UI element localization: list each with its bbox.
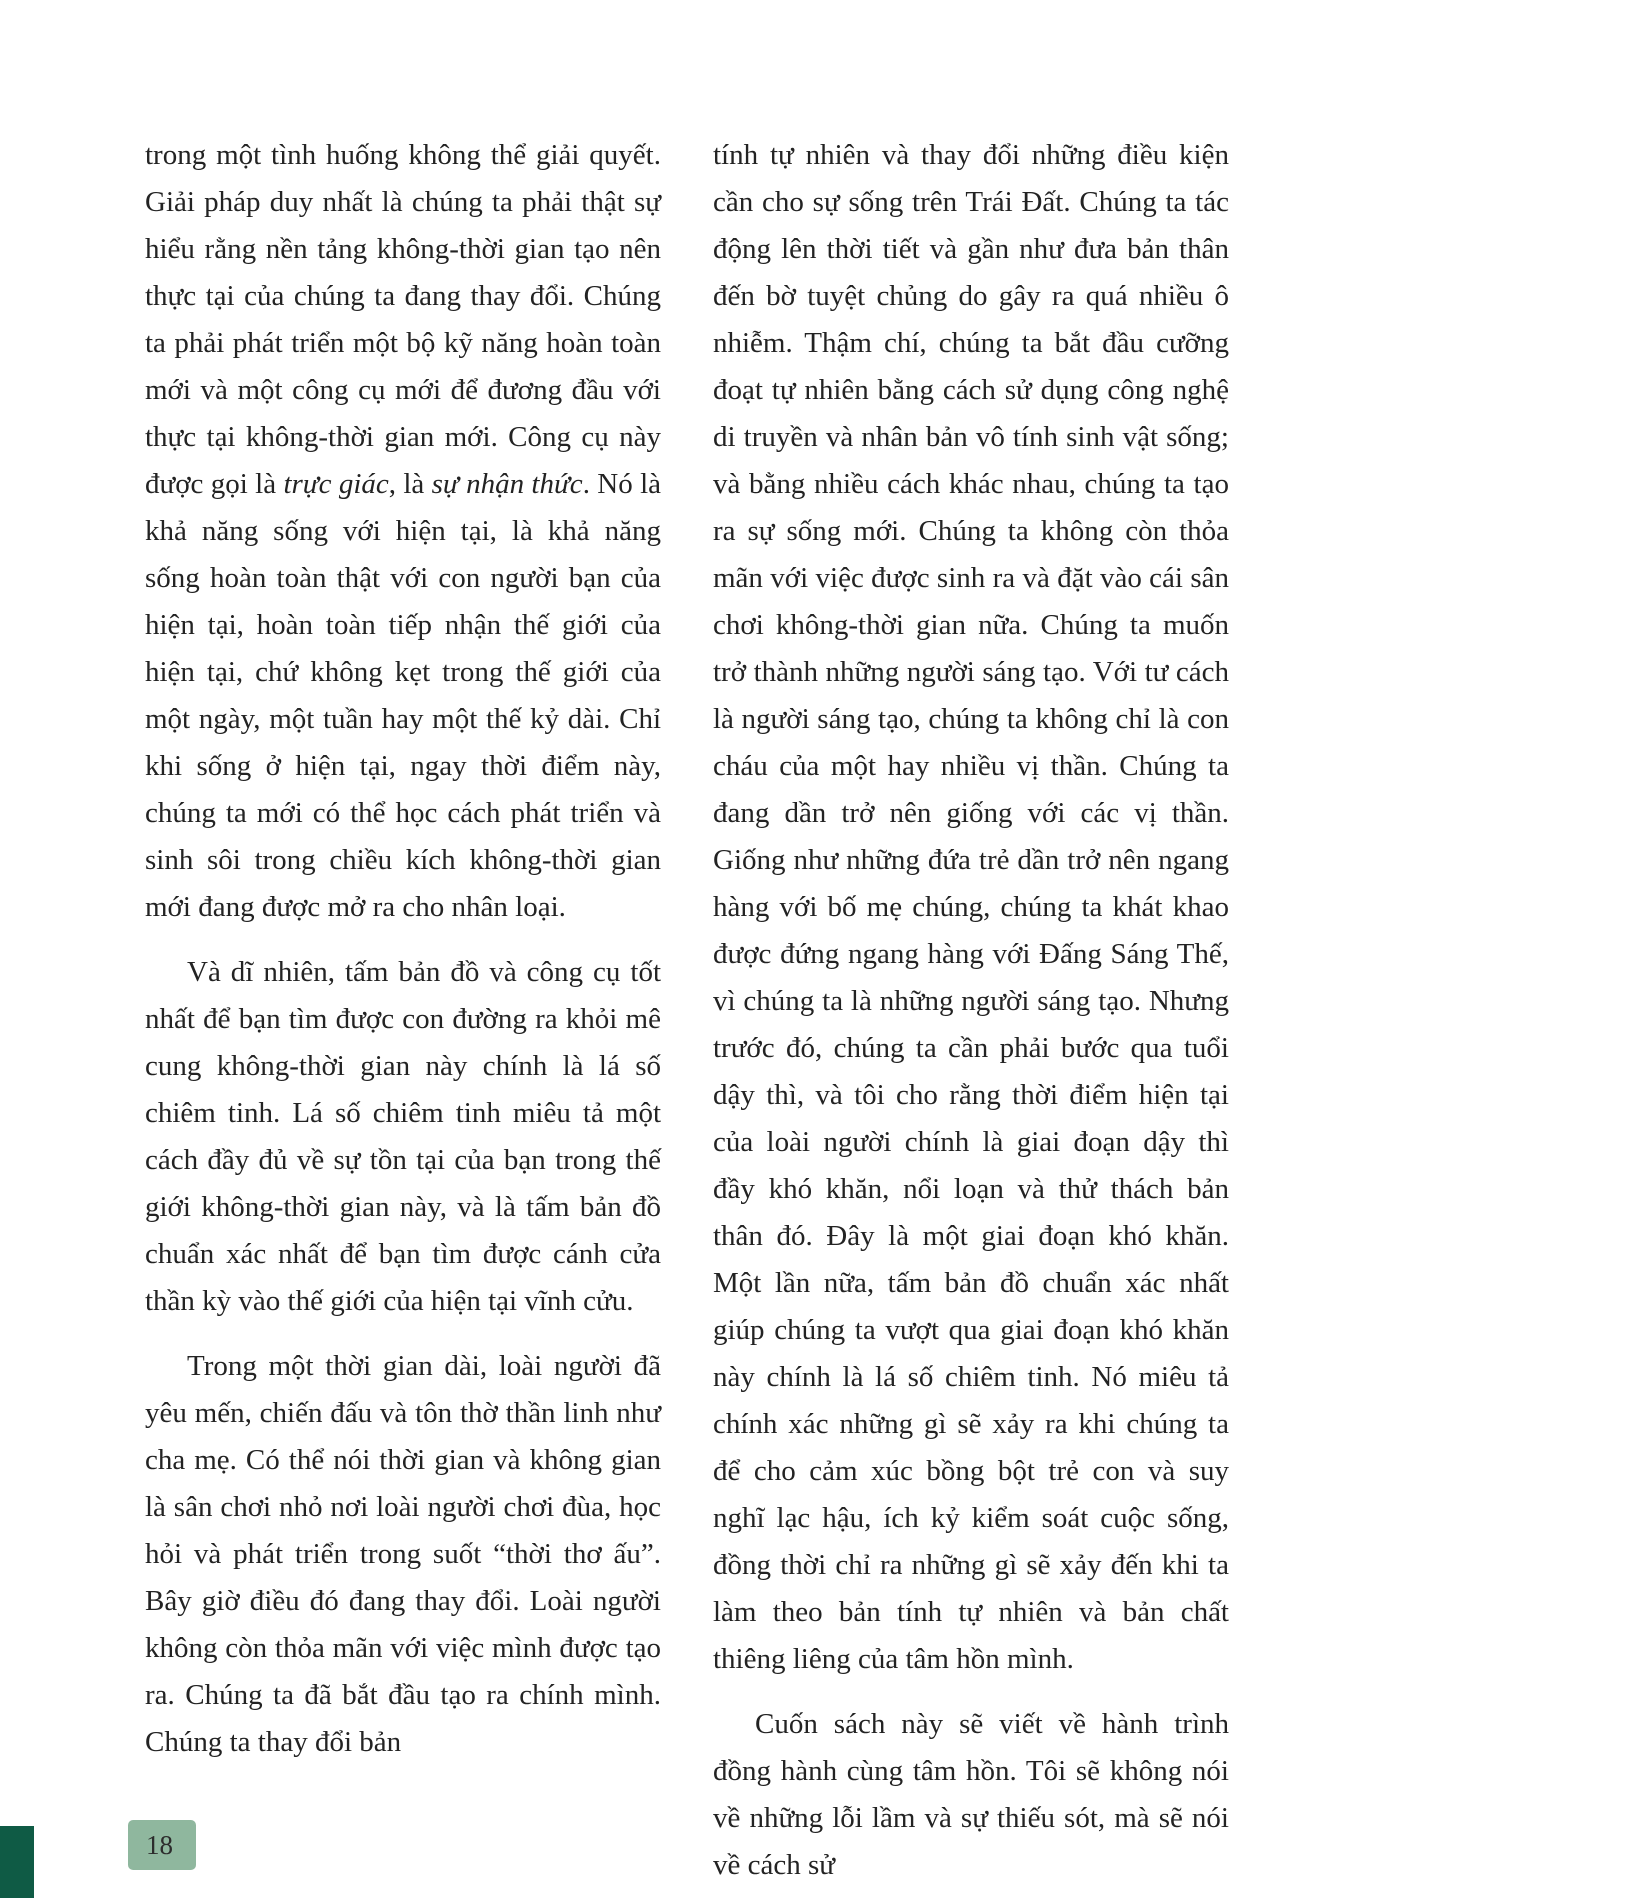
page-edge-accent	[0, 1826, 34, 1898]
page-number: 18	[146, 1829, 173, 1860]
paragraph-text: trong một tình huống không thể giải quyết. Giải pháp duy nhất là chúng ta phải thật sự hiểu rằng nền tảng không-thời gian tạo nên thực tại của chúng ta đang thay đổi. Chúng ta phải phát triển một bộ kỹ năng hoàn toàn mới và một công cụ mới để đương đầu với thực tại không-thời gian mới. Công cụ này được gọi là	[145, 139, 661, 500]
right-column	[713, 132, 1229, 1898]
text-columns	[145, 132, 1229, 1898]
paragraph: tính tự nhiên và thay đổi những điều kiện cần cho sự sống trên Trái Đất. Chúng ta tác động lên thời tiết và gần như đưa bản thân đến bờ tuyệt chủng do gây ra quá nhiều ô nhiễm. Thậm chí, chúng ta bắt đầu cưỡng đoạt tự nhiên bằng cách sử dụng công nghệ di truyền và nhân bản vô tính sinh vật sống; và bằng nhiều cách khác nhau, chúng ta tạo ra sự sống mới. Chúng ta không còn thỏa mãn với việc được sinh ra và đặt vào cái sân chơi không-thời gian nữa. Chúng ta muốn trở thành những người sáng tạo. Với tư cách là người sáng tạo, chúng ta không chỉ là con cháu của một hay nhiều vị thần. Chúng ta đang dần trở nên giống với các vị thần. Giống như những đứa trẻ dần trở nên ngang hàng với bố mẹ chúng, chúng ta khát khao được đứng ngang hàng với Đấng Sáng Thế, vì chúng ta là những người sáng tạo. Nhưng trước đó, chúng ta cần phải bước qua tuổi dậy thì, và tôi cho rằng thời điểm hiện tại của loài người chính là giai đoạn dậy thì đầy khó khăn, nổi loạn và thử thách bản thân đó. Đây là một giai đoạn khó khăn. Một lần nữa, tấm bản đồ chuẩn xác nhất giúp chúng ta vượt qua giai đoạn khó khăn này chính là lá số chiêm tinh. Nó miêu tả chính xác những gì sẽ xảy ra khi chúng ta để cho cảm xúc bồng bột trẻ con và suy nghĩ lạc hậu, ích kỷ kiểm soát cuộc sống, đồng thời chỉ ra những gì sẽ xảy đến khi ta làm theo bản tính tự nhiên và bản chất thiêng liêng của tâm hồn mình.	[713, 139, 1229, 1675]
paragraph-text: . Nó là khả năng sống với hiện tại, là khả năng sống hoàn toàn thật với con người bạn của hiện tại, hoàn toàn tiếp nhận thế giới của hiện tại, chứ không kẹt trong thế giới của một ngày, một tuần hay một thế kỷ dài. Chỉ khi sống ở hiện tại, ngay thời điểm này, chúng ta mới có thể học cách phát triển và sinh sôi trong chiều kích không-thời gian mới đang được mở ra cho nhân loại.	[145, 468, 661, 923]
paragraph: Trong một thời gian dài, loài người đã yêu mến, chiến đấu và tôn thờ thần linh như cha mẹ. Có thể nói thời gian và không gian là sân chơi nhỏ nơi loài người chơi đùa, học hỏi và phát triển trong suốt “thời thơ ấu”. Bây giờ điều đó đang thay đổi. Loài người không còn thỏa mãn với việc mình được tạo ra. Chúng ta đã bắt đầu tạo ra chính mình. Chúng ta thay đổi bản	[145, 1350, 661, 1758]
paragraph	[145, 132, 661, 931]
italic-term-intuition: trực giác	[283, 468, 389, 500]
left-column	[145, 132, 661, 1898]
paragraph: Cuốn sách này sẽ viết về hành trình đồng hành cùng tâm hồn. Tôi sẽ không nói về những lỗi lầm và sự thiếu sót, mà sẽ nói về cách sử	[713, 1708, 1229, 1881]
paragraph: Và dĩ nhiên, tấm bản đồ và công cụ tốt nhất để bạn tìm được con đường ra khỏi mê cung không-thời gian này chính là lá số chiêm tinh. Lá số chiêm tinh miêu tả một cách đầy đủ về sự tồn tại của bạn trong thế giới không-thời gian này, và là tấm bản đồ chuẩn xác nhất để bạn tìm được cánh cửa thần kỳ vào thế giới của hiện tại vĩnh cửu.	[145, 956, 661, 1317]
paragraph-text: , là	[388, 468, 432, 500]
page-number-tab	[128, 1820, 196, 1870]
italic-term-awareness: sự nhận thức	[431, 468, 583, 500]
